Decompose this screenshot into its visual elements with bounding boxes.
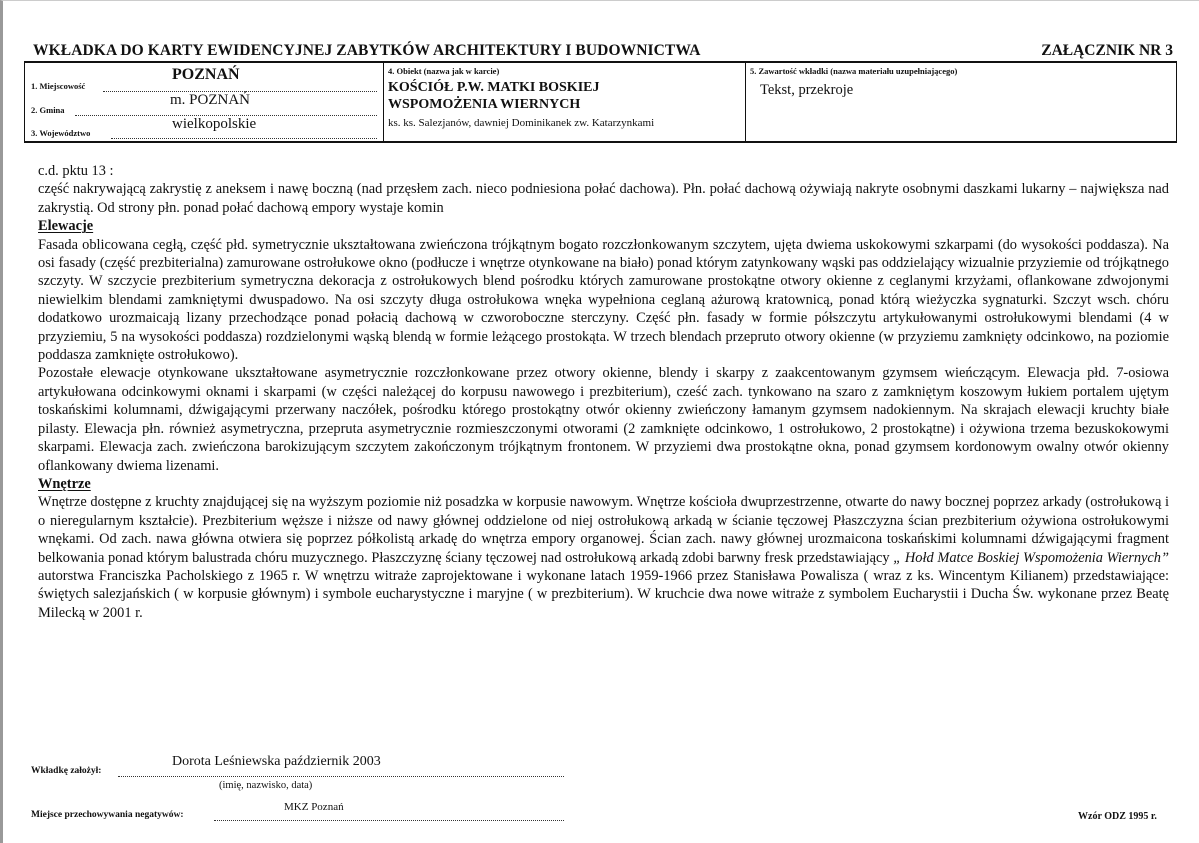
wnetrze-text-a: Wnętrze dostępne z kruchty znajdującej się na wyższym poziomie niż posadzka w korpusie nawowym. Wnętrze kościoła dwuprzestrzenne, otwarte do nawy bocznej poprzez arkady (ostrołukową i o nieregularnym kształcie). Prezbiterium węższe i niższe od nawy głównej oddzielone od niej ostrołukową arkadą w ścianie tęczowej Płaszczyzna ścian prezbiterium ożywiona ostrołukowymi wnękami. Od zach. nawa główna otwiera się poprzez półkolistą arkadę do wnętrza empory organowej. Ścian zach. nawy głównej urozmaicona toskańskimi kolumnami dźwigającymi fragment belkowania ponad którym balustrada chóru muzycznego. Płaszczyznę ściany tęczowej nad ostrołukową arkadą zdobi barwny fresk przedstawiający [38,494,1169,566]
obiekt-label: 4. Obiekt (nazwa jak w karcie) [388,66,500,76]
gmina-label: 2. Gmina [31,105,65,115]
negatywy-label: Miejsce przechowywania negatywów: [31,810,184,820]
gmina-value: m. POZNAŃ [170,92,251,108]
wojewodztwo-dotted-line [111,138,377,139]
zalozyl-label: Wkładkę założył: [31,766,102,776]
heading-elewacje: Elewacje [38,218,94,235]
header-divider-1 [383,61,384,142]
intro-reference: c.d. pktu 13 : [38,163,114,179]
fresk-title: „ Hołd Matce Boskiej Wspomożenia Wiernych” [893,549,1169,566]
elewacje-paragraph-1: Fasada oblicowana cegłą, część płd. symetrycznie ukształtowana zwieńczona trójkątnym bogato rozczłonkowanym szczytem, ujęta dwiema uskokowymi szkarpami (do wysokości poddasza). Na osi fasady (część prezbiterialna) zamurowane ostrołukowe okno (podłucze i wnętrze otynkowane na biało) ponad którym zatynkowany wąski pas oddzielający wizualnie przyziemie od trójkątnego szczyty. W szczycie prezbiterium symetryczna dekoracja z ostrołukowych blend pośrodku których zamurowane prostokątne otwory okienne z ceglanymi krzyżami, oflankowane zdwojonymi niewielkim blendami zamkniętymi dwuspadowo. Na osi szczyty długa ostrołukowa wnęka wypełniona ceglaną ażurową kratownicą, ponad którą wieżyczka sygnaturki. Szczyt wsch. chóru dodatkowo urozmaicają lizany przechodzące ponad połacią dachową w czworoboczne sterczyny. Część płn. fasady w formie półszczytu artykułowanymi ostrołukowymi blendami (4 w przyziemiu, 5 na wysokości poddasza) rozdzielonymi wąską blendą w formie leżącego prostokąta. W trzech blendach przepruto otwory okienne (w przyziemu zamknięty odcinkowo, na poziomie poddasza zamknięte ostrołukowo). [38,236,1169,364]
header-box-top [24,61,1177,63]
obiekt-name-line2: WSPOMOŻENIA WIERNYCH [388,97,581,112]
wojewodztwo-label: 3. Województwo [31,128,91,138]
wojewodztwo-value: wielkopolskie [172,116,257,132]
header-box-left [24,61,25,142]
header-divider-2 [745,61,746,142]
zalozyl-hint: (imię, nazwisko, data) [219,780,313,791]
body-text [38,162,1169,622]
obiekt-name-line1: KOŚCIÓŁ P.W. MATKI BOSKIEJ [388,80,600,95]
header-box-right [1176,61,1177,142]
zawartosc-value: Tekst, przekroje [760,82,854,98]
miejscowosc-value: POZNAŃ [172,66,240,83]
document-title: WKŁADKA DO KARTY EWIDENCYJNEJ ZABYTKÓW ARCHITEKTURY I BUDOWNICTWA [33,42,701,59]
negatywy-value: MKZ Poznań [284,801,344,813]
zawartosc-label: 5. Zawartość wkładki (nazwa materiału uzupełniającego) [750,66,958,76]
obiekt-subtitle: ks. ks. Salezjanów, dawniej Dominikanek zw. Katarzynkami [388,117,655,129]
zalozyl-value: Dorota Leśniewska październik 2003 [172,754,381,769]
annex-number: ZAŁĄCZNIK NR 3 [1041,42,1173,59]
intro-paragraph: część nakrywającą zakrystię z aneksem i nawę boczną (nad przęsłem zach. nieco podniesiona połać dachowa). Płn. połać dachową ożywiają nakryte osobnymi daszkami lukarny – największa nad zakrystią. Od strony płn. ponad połać dachową empory wystaje komin [38,181,1169,216]
wnetrze-text-b: autorstwa Franciszka Pacholskiego z 1965 r. W wnętrzu witraże zaprojektowane i wykonane latach 1959-1966 przez Stanisława Powalisza ( wraz z ks. Wincentym Kilianem) przedstawiające: świętych salezjańskich ( w korpusie głównym) i symbole eucharystyczne i maryjne ( w prezbiterium). W kruchcie dwa nowe witraże z symbolem Eucharystii i Ducha Św. wykonane przez Beatę Milecką w 2001 r. [38,567,1169,621]
header-box-bottom [24,141,1177,143]
negatywy-dotted-line [214,820,564,821]
form-pattern: Wzór ODZ 1995 r. [1078,811,1157,822]
heading-wnetrze: Wnętrze [38,475,91,492]
zalozyl-dotted-line [118,776,564,777]
elewacje-paragraph-2: Pozostałe elewacje otynkowane ukształtowane asymetrycznie rozczłonkowane przez otwory okienne, blendy i skarpy z zaakcentowanym gzymsem wieńczącym. Elewacja płd. 7-osiowa artykułowana odcinkowymi oknami i skarpami (w części należącej do korpusu nawowego i prezbiterium), cześć zach. tynkowano na szaro z zamkniętym koszowym łukiem portalem ujętym toskańskimi kolumnami, dźwigającymi przerwany naczółek, pośrodku którego prostokątny otwór okienny zwieńczony łamanym gzymsem nadokiennym. Na skrajach elewacji kruchty białe pilasty. Elewacja płn. również asymetryczna, przepruta asymetrycznie rozmieszczonymi otworami (2 zamknięte odcinkowo, 1 ostrołukowo, 2 prostokątne) i ożywiona trzema bezuskokowymi skarpami. Elewacja zach. zwieńczona barokizującym szczytem zakończonym trójkątnym frontonem. W przyziemi dwa prostokątne okna, ponad gzymsem kordonowym owalny otwór okienny oflankowany dwiema lizenami. [38,365,1169,474]
wnetrze-paragraph [38,493,1169,622]
miejscowosc-label: 1. Miejscowość [31,81,86,91]
